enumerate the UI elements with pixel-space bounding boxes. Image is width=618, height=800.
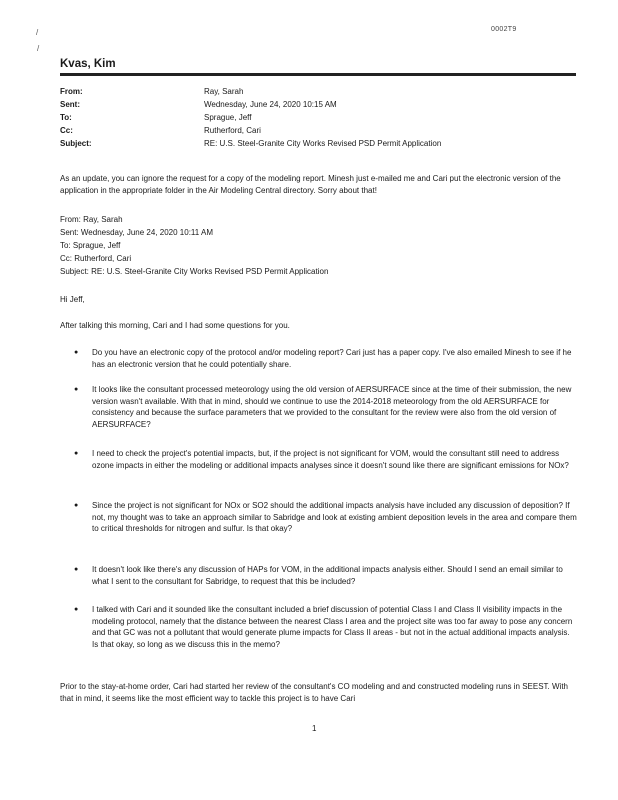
sender-name: Kvas, Kim: [60, 58, 116, 70]
list-item: Since the project is not significant for NOx or SO2 should the additional impacts analysis have included any discussion of deposition? If not, my thought was to take an approach similar to Sabridge and look at existing ambient deposition levels in the area and compare them to critical thresholds for nitrogen and sulfur. Is that okay?: [92, 501, 577, 534]
bullet-marker: ●: [74, 606, 79, 613]
header-value: Ray, Sarah: [204, 87, 244, 96]
forwarded-sent: Sent: Wednesday, June 24, 2020 10:11 AM: [60, 228, 213, 237]
header-value: Rutherford, Cari: [204, 126, 261, 135]
list-item: It looks like the consultant processed meteorology using the old version of AERSURFACE since at the time of their submission, the new version wasn't available. With that in mind, should we continue to use the 2014-2018 meteorology from the old AERSURFACE for consistency and because the surface parameters that we provided to the consultant for the review were also from the old version of AERSURFACE?: [92, 385, 572, 429]
document-id: 0002T9: [491, 26, 517, 33]
page-number: 1: [312, 724, 317, 733]
bullet-marker: ●: [74, 566, 79, 573]
list-item: I talked with Cari and it sounded like the consultant included a brief discussion of potential Class I and Class II visibility impacts in the modeling protocol, namely that the distance between the nearest Class I area and the project site was too far away to pose any concern and that GC was not a pollutant that would generate plume impacts for Class II areas - but not in the actual additional impacts analysis. Is that okay, so long as we discuss this in the memo?: [92, 605, 573, 649]
header-label: To:: [60, 113, 72, 122]
greeting: Hi Jeff,: [60, 295, 85, 304]
list-item: I need to check the project's potential impacts, but, if the project is not significant for VOM, would the consultant still need to address ozone impacts in either the modeling or additional impacts analyses since it doesn't sound like there are significant emissions for NOx?: [92, 449, 569, 470]
bullet-marker: ●: [74, 502, 79, 509]
header-divider: [60, 73, 576, 76]
header-value: Sprague, Jeff: [204, 113, 252, 122]
page-mark-2: /: [37, 44, 40, 53]
header-label: Cc:: [60, 126, 73, 135]
intro-paragraph: As an update, you can ignore the request for a copy of the modeling report. Minesh just e-mailed me and Cari put the electronic version of the application in the appropriate folder in the Air Modeling Central directory. Sorry about that!: [60, 174, 561, 195]
header-value: Wednesday, June 24, 2020 10:15 AM: [204, 100, 337, 109]
header-subject: [60, 138, 580, 150]
header-label: Sent:: [60, 100, 80, 109]
lead-in: After talking this morning, Cari and I had some questions for you.: [60, 321, 290, 330]
forwarded-subject: Subject: RE: U.S. Steel-Granite City Works Revised PSD Permit Application: [60, 267, 329, 276]
header-label: Subject:: [60, 139, 92, 148]
forwarded-to: To: Sprague, Jeff: [60, 241, 121, 250]
header-from: [60, 86, 580, 98]
bullet-marker: ●: [74, 450, 79, 457]
forwarded-cc: Cc: Rutherford, Cari: [60, 254, 132, 263]
header-cc: [60, 125, 580, 137]
list-item: It doesn't look like there's any discussion of HAPs for VOM, in the additional impacts analysis either. Should I send an email similar to what I sent to the consultant for Sabridge, to request that this be included?: [92, 565, 563, 586]
header-to: [60, 112, 580, 124]
page-mark: /: [36, 28, 39, 37]
bullet-marker: ●: [74, 386, 79, 393]
header-value: RE: U.S. Steel-Granite City Works Revised PSD Permit Application: [204, 139, 442, 148]
header-label: From:: [60, 87, 83, 96]
list-item: Do you have an electronic copy of the protocol and/or modeling report? Cari just has a paper copy. I've also emailed Minesh to see if he has an electronic version that he could potentially share.: [92, 348, 572, 369]
forwarded-from: From: Ray, Sarah: [60, 215, 123, 224]
closing-paragraph: Prior to the stay-at-home order, Cari had started her review of the consultant's CO modeling and and constructed modeling runs in SEEST. With that in mind, it seems like the most efficient way to tackle this project is to have Cari: [60, 682, 568, 703]
header-sent: [60, 99, 580, 111]
bullet-marker: ●: [74, 349, 79, 356]
